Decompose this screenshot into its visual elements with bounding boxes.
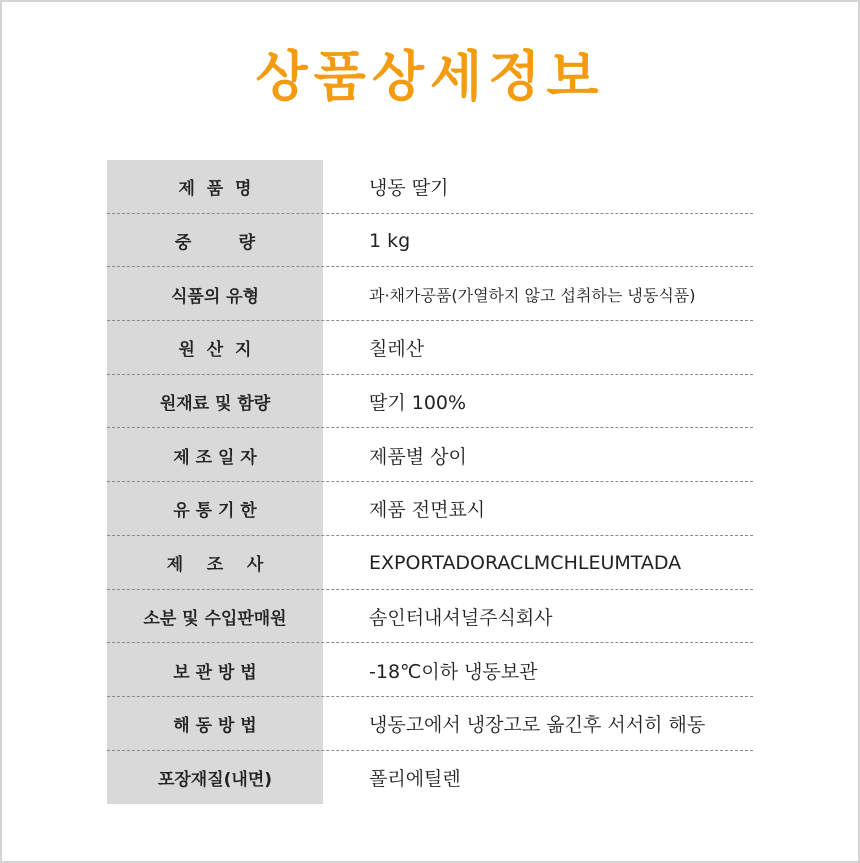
row-value: 제품별 상이: [369, 445, 467, 468]
row-value: 솜인터내셔널주식회사: [369, 606, 553, 629]
table-row: [107, 697, 753, 751]
row-label: 중 량: [107, 214, 323, 268]
row-value: 폴리에틸렌: [369, 767, 461, 790]
row-value: 칠레산: [369, 338, 425, 361]
row-value: 냉동고에서 냉장고로 옮긴후 서서히 해동: [369, 714, 706, 737]
table-row: [107, 643, 753, 697]
row-value: 냉동 딸기: [369, 177, 449, 200]
row-value: -18℃이하 냉동보관: [369, 660, 538, 683]
row-value: 제품 전면표시: [369, 499, 486, 522]
row-label: 제 조 일 자: [107, 428, 323, 482]
row-label: 소분 및 수입판매원: [107, 590, 323, 644]
row-value: 과·채가공품(가열하지 않고 섭취하는 냉동식품): [369, 285, 696, 305]
row-label: 제 조 사: [107, 536, 323, 590]
table-row: [107, 267, 753, 321]
page-title: 상품상세정보: [255, 45, 605, 108]
row-label: 식품의 유형: [107, 267, 323, 321]
table-row: [107, 375, 753, 429]
row-label: 원재료 및 함량: [107, 375, 323, 429]
table-row: [107, 536, 753, 590]
row-label: 보 관 방 법: [107, 643, 323, 697]
table-row: [107, 214, 753, 268]
product-info-table: [107, 160, 753, 804]
row-label: 제 품 명: [107, 160, 323, 214]
row-value: EXPORTADORACLMCHLEUMTADA: [369, 551, 682, 574]
row-label: 유 통 기 한: [107, 482, 323, 536]
table-row: [107, 428, 753, 482]
table-row: [107, 751, 753, 805]
row-label: 포장재질(내면): [107, 751, 323, 805]
row-label: 원 산 지: [107, 321, 323, 375]
table-row: [107, 590, 753, 644]
row-label: 해 동 방 법: [107, 697, 323, 751]
table-row: [107, 321, 753, 375]
row-value: 1 kg: [369, 229, 411, 252]
table-row: [107, 160, 753, 214]
table-row: [107, 482, 753, 536]
row-value: 딸기 100%: [369, 392, 467, 415]
